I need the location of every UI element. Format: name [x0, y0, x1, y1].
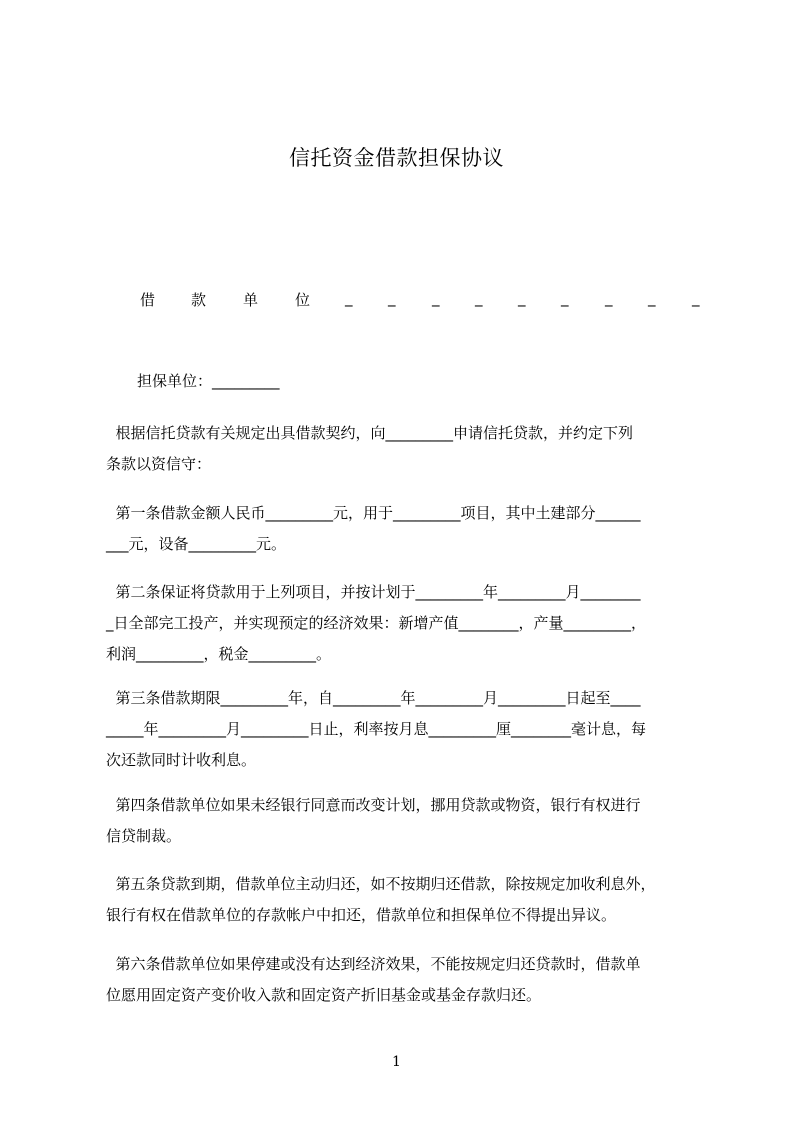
blank-mark: _ — [692, 289, 700, 307]
paragraph-line: 银行有权在借款单位的存款帐户中扣还，借款单位和担保单位不得提出异议。 — [106, 906, 617, 924]
paragraph-line: 利润_________，税金_________。 — [106, 645, 332, 663]
borrower-unit-line — [140, 289, 700, 313]
paragraph-line: 次还款同时计收利息。 — [106, 751, 257, 769]
paragraph-line: 信贷制裁。 — [106, 827, 182, 845]
borrower-label-char: 借 — [140, 291, 156, 309]
borrower-label-char: 单 — [243, 291, 259, 309]
blank-mark: _ — [605, 289, 613, 307]
paragraph-line: ___元，设备_________元。 — [106, 535, 287, 553]
paragraph-line: 第四条借款单位如果未经银行同意而改变计划，挪用贷款或物资，银行有权进行 — [106, 796, 641, 814]
article-5-paragraph — [106, 869, 706, 931]
paragraph-line: 条款以资信守： — [106, 455, 212, 473]
blank-mark: _ — [561, 289, 569, 307]
paragraph-line: 第五条贷款到期，借款单位主动归还，如不按期归还借款，除按规定加收利息外， — [106, 875, 656, 893]
paragraph-line: 第二条保证将贷款用于上列项目，并按计划于_________年_________月________ — [106, 583, 641, 601]
borrower-label-char: 位 — [295, 291, 311, 309]
article-1-paragraph — [106, 498, 706, 560]
guarantor-unit-line: 担保单位：_________ — [137, 372, 280, 390]
document-title: 信托资金借款担保协议 — [289, 146, 504, 170]
borrower-label-char: 款 — [191, 291, 207, 309]
paragraph-line: _____年_________月_________日止，利率按月息_________厘________毫计息，每 — [106, 720, 647, 738]
paragraph-line: 根据信托贷款有关规定出具借款契约，向_________申请信托贷款，并约定下列 — [106, 424, 634, 442]
paragraph-line: 第一条借款金额人民币_________元，用于_________项目，其中土建部分______ — [106, 504, 641, 522]
blank-mark: _ — [648, 289, 656, 307]
paragraph-line: _日全部完工投产，并实现预定的经济效果：新增产值________，产量_________， — [106, 614, 647, 632]
page-number: 1 — [392, 1054, 401, 1070]
blank-mark: _ — [345, 289, 353, 307]
paragraph-line: 第三条借款期限_________年，自_________年_________月_________日起至____ — [106, 689, 641, 707]
article-3-paragraph — [106, 683, 706, 776]
blank-mark: _ — [518, 289, 526, 307]
blank-mark: _ — [475, 289, 483, 307]
blank-mark: _ — [432, 289, 440, 307]
article-6-paragraph — [106, 949, 706, 1011]
paragraph-line: 位愿用固定资产变价收入款和固定资产折旧基金或基金存款归还。 — [106, 986, 542, 1004]
article-4-paragraph — [106, 790, 706, 852]
paragraph-line: 第六条借款单位如果停建或没有达到经济效果，不能按规定归还贷款时，借款单 — [106, 955, 641, 973]
blank-mark: _ — [388, 289, 396, 307]
intro-paragraph — [106, 418, 706, 480]
article-2-paragraph — [106, 577, 706, 670]
